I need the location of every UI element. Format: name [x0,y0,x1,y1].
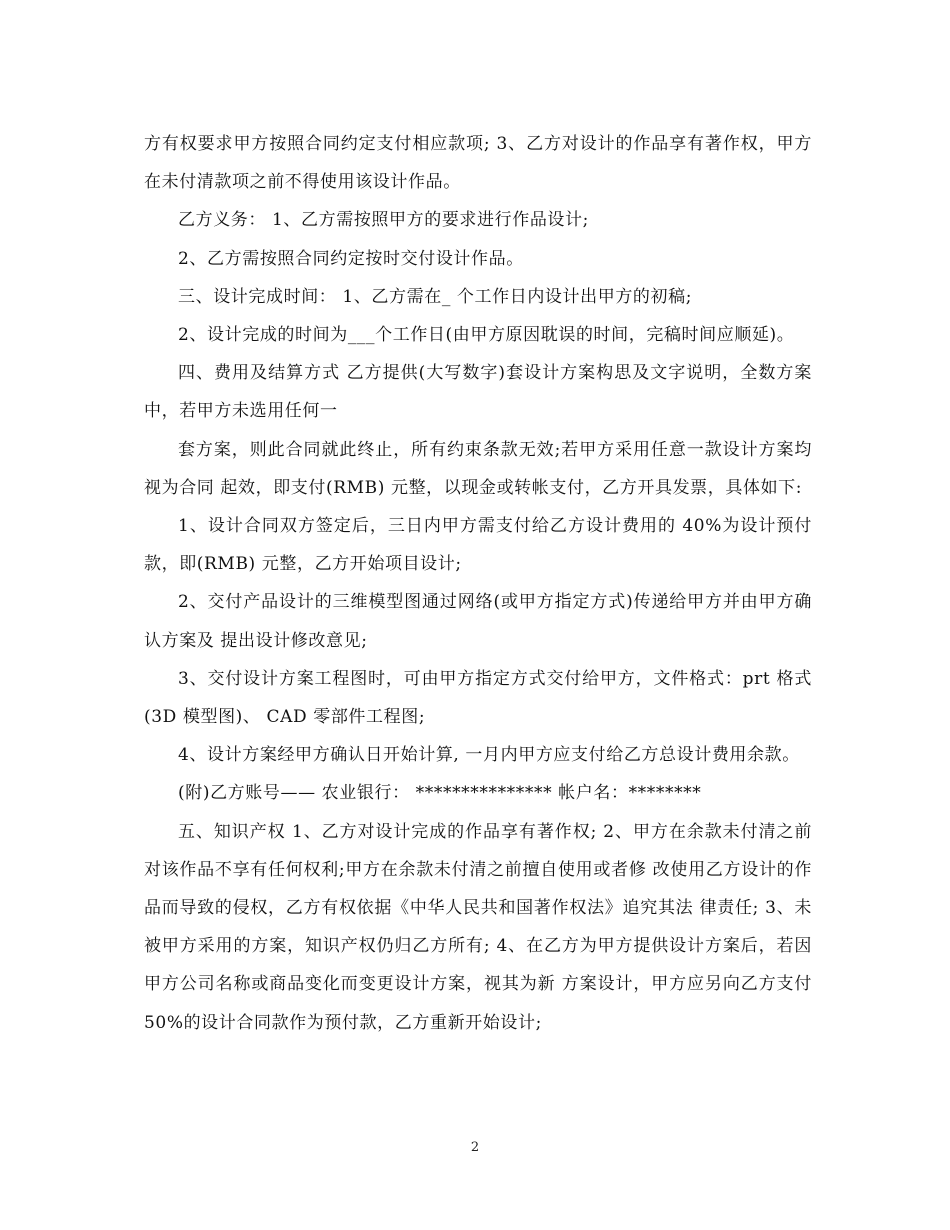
paragraph-fee-item-4: 4、设计方案经甲方确认日开始计算, 一月内甲方应支付给乙方总设计费用余款。 [178,745,800,766]
paragraph-fees-settlement: 四、费用及结算方式 乙方提供(大写数字)套设计方案构思及文字说明，全数方案中，若甲方未选用任何一 [144,363,812,422]
paragraph-bank-account: (附)乙方账号—— 农业银行： *************** 帐户名：******** [178,783,702,804]
paragraph-party-b-obligations: 乙方义务： 1、乙方需按照甲方的要求进行作品设计; [178,210,589,231]
paragraph-scheme-selection: 套方案，则此合同就此终止，所有约束条款无效;若甲方采用任意一款设计方案均视为合同 起效，即支付(RMB) 元整，以现金或转帐支付，乙方开具发票，具体如下: [144,439,812,498]
paragraph-fee-item-2: 2、交付产品设计的三维模型图通过网络(或甲方指定方式)传递给甲方并由甲方确认方案及 提出设计修改意见; [144,592,812,651]
paragraph-completion-time: 三、设计完成时间： 1、乙方需在_ 个工作日内设计出甲方的初稿; [178,286,693,307]
page-number: 2 [470,1140,480,1155]
paragraph-fee-item-1: 1、设计合同双方签定后，三日内甲方需支付给乙方设计费用的 40%为设计预付款，即(RMB) 元整，乙方开始项目设计; [144,516,812,575]
paragraph-intellectual-property: 五、知识产权 1、乙方对设计完成的作品享有著作权; 2、甲方在余款未付清之前对该作品不享有任何权利;甲方在余款未付清之前擅自使用或者修 改使用乙方设计的作品而导致的侵权，乙方有权依据《中华人民共和国著作权法》追究其法 律责任; 3、未被甲方采用的方案，知识产权仍归乙方所有; 4、在乙方为甲方提供设计方案后，若因甲方公司名称或商品变化而变更设计方案，视其为新 方案设计，甲方应另向乙方支付 50%的设计合同款作为预付款，乙方重新开始设计; [144,821,812,1033]
paragraph-obligation-2: 2、乙方需按照合同约定按时交付设计作品。 [178,248,524,269]
paragraph-completion-time-2: 2、设计完成的时间为___个工作日(由甲方原因耽误的时间，完稿时间应顺延)。 [178,325,795,346]
paragraph-fee-item-3: 3、交付设计方案工程图时，可由甲方指定方式交付给甲方，文件格式：prt 格式(3D 模型图)、 CAD 零部件工程图; [144,668,812,728]
paragraph-payment-rights: 方有权要求甲方按照合同约定支付相应款项; 3、乙方对设计的作品享有著作权，甲方在未付清款项之前不得使用该设计作品。 [144,134,812,193]
document-body [144,125,812,1042]
